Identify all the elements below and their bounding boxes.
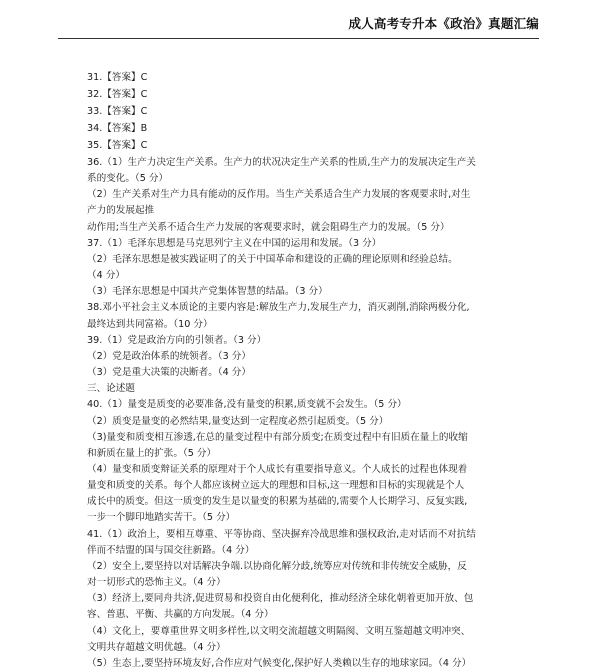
text-line: 系的变化。（5 分） (87, 173, 169, 185)
text-line: 39.（1）党是政治方向的引领者。（3 分） (87, 334, 267, 346)
text-line: （3）经济上,要同舟共济,促进贸易和投资自由化便利化，推动经济全球化朝着更加开放、包 (87, 593, 474, 605)
text-line: （2）质变是量变的必然结果,量变达到一定程度必然引起质变。（5 分） (87, 415, 389, 427)
section-heading: 三、论述题 (87, 383, 135, 395)
page-header-title: 成人高考专升本《政治》真题汇编 (348, 16, 539, 31)
answer-31: 31.【答案】C (87, 72, 148, 83)
text-line: 40.（1）量变是质变的必要准备,没有量变的积累,质变就不会发生。（5 分） (87, 399, 407, 411)
text-line: 最终达到共同富裕。（10 分） (87, 318, 213, 330)
text-line: 和新质在量上的扩张。（5 分） (87, 447, 217, 459)
text-line: （2）毛泽东思想是被实践证明了的关于中国革命和建设的正确的理论原则和经验总结。 (87, 253, 458, 265)
text-line: 量变和质变的关系。每个人都应该树立远大的理想和目标,这一理想和目标的实现就是个人 (87, 480, 465, 492)
text-line: （5）生态上,要坚持环境友好,合作应对气候变化,保护好人类赖以生存的地球家园。（4 分） (87, 657, 472, 669)
text-line: （3）毛泽东思想是中国共产党集体智慧的结晶。（3 分） (87, 286, 328, 298)
text-line: 36.（1）生产力决定生产关系。生产力的状况决定生产关系的性质,生产力的发展决定生产关 (87, 157, 476, 168)
answer-35: 35.【答案】C (87, 140, 148, 151)
text-line: 伴而不结盟的国与国交往新路。（4 分） (87, 544, 255, 556)
answer-34: 34.【答案】B (87, 123, 148, 134)
text-line: 产力的发展起推 (87, 205, 155, 217)
answer-32: 32.【答案】C (87, 89, 148, 100)
text-line: 41.（1）政治上，要相互尊重、平等协商、坚决摒弃冷战思维和强权政治,走对话而不对抗结 (87, 528, 476, 540)
text-line: 一步一个脚印地踏实苦干。（5 分） (87, 512, 236, 524)
text-line: （3)量变和质变相互渗透,在总的量变过程中有部分质变;在质变过程中有旧质在量上的收缩 (87, 431, 468, 443)
text-line: 对一切形式的恐怖主义。（4 分） (87, 577, 226, 589)
text-line: 动作用;当生产关系不适合生产力发展的客观要求时，就会阻碍生产力的发展。（5 分） (87, 221, 450, 233)
text-line: （2）生产关系对生产力具有能动的反作用。当生产关系适合生产力发展的客观要求时,对生 (87, 189, 471, 201)
text-line: 38.邓小平社会主义本质论的主要内容是:解放生产力,发展生产力，消灭剥削,消除两极分化, (87, 302, 470, 314)
text-line: 文明共存超越文明优越。（4 分） (87, 641, 226, 653)
text-line: （3）党是重大决策的决断者。（4 分） (87, 367, 251, 379)
header-divider (58, 38, 539, 39)
text-line: （2）党是政治体系的统领者。（3 分） (87, 350, 251, 362)
text-line: （4）量变和质变辩证关系的原理对于个人成长有重要指导意义。个人成长的过程也体现着 (87, 463, 468, 475)
text-line: （4 分） (87, 270, 125, 282)
answer-33: 33.【答案】C (87, 106, 148, 117)
text-line: 37.（1）毛泽东思想是马克思列宁主义在中国的运用和发展。（3 分） (87, 237, 382, 249)
answer-content (87, 70, 527, 672)
text-line: 成长中的质变。但这一质变的发生是以量变的积累为基础的,需要个人长期学习、反复实践, (87, 496, 468, 508)
text-line: （4）文化上，要尊重世界文明多样性,以文明交流超越文明隔阂、文明互鉴超越文明冲突、 (87, 625, 471, 637)
text-line: 容、普惠、平衡、共赢的方向发展。（4 分） (87, 609, 274, 621)
text-line: （2）安全上,要坚持以对话解决争端.以协商化解分歧,统筹应对传统和非传统安全威胁，反 (87, 560, 467, 572)
